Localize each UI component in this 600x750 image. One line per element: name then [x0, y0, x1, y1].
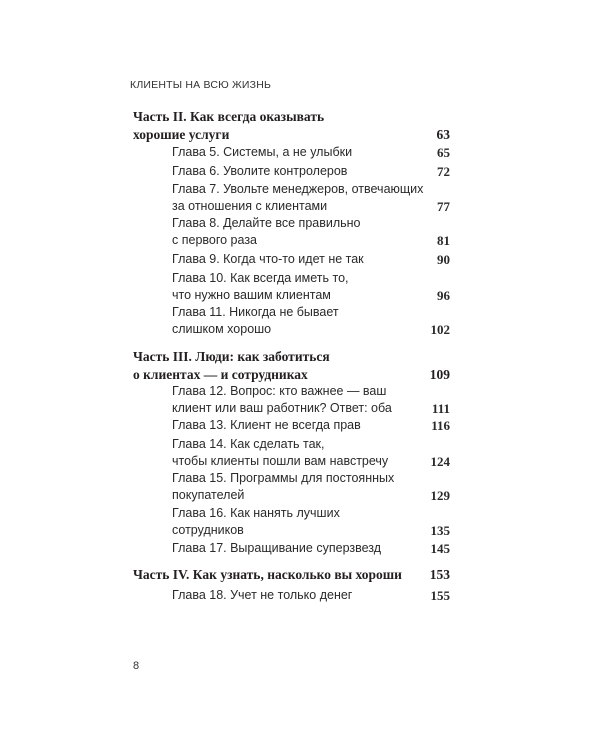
toc-page-number: 81	[437, 233, 450, 248]
running-head: КЛИЕНТЫ НА ВСЮ ЖИЗНЬ	[130, 79, 272, 91]
toc-page-number: 65	[437, 145, 450, 160]
toc-chapter-entry	[172, 163, 450, 180]
toc-page-number: 72	[437, 164, 450, 179]
toc-entry-title-line: Глава 9. Когда что-то идет не так	[172, 252, 364, 266]
toc-entry-title-line: клиент или ваш работник? Ответ: оба	[172, 401, 392, 415]
toc-chapter-entry	[172, 540, 450, 557]
toc-page-number: 63	[436, 127, 450, 142]
toc-page-number: 129	[430, 488, 450, 503]
toc-entry-title-line: Глава 10. Как всегда иметь то,	[172, 271, 349, 285]
toc-page-number: 124	[430, 454, 450, 469]
toc-entry-title-line: Глава 13. Клиент не всегда прав	[172, 418, 361, 432]
toc-entry-title-line: хорошие услуги	[133, 127, 230, 142]
toc-page-number: 102	[430, 322, 450, 337]
toc-page-number: 109	[429, 367, 450, 382]
toc-chapter-entry	[172, 270, 450, 304]
toc-entry-title-line: Глава 16. Как нанять лучших	[172, 506, 340, 520]
toc-chapter-entry	[172, 505, 450, 539]
toc-page-number: 90	[437, 252, 450, 267]
toc-chapter-entry	[172, 383, 450, 417]
toc-entry-title-line: Глава 18. Учет не только денег	[172, 588, 353, 602]
toc-entry-title-line: Часть III. Люди: как заботиться	[133, 349, 330, 364]
toc-chapter-entry	[172, 304, 450, 338]
toc-page-number: 153	[429, 567, 450, 582]
toc-chapter-entry	[172, 587, 450, 604]
toc-chapter-entry	[172, 181, 450, 215]
toc-entry-title-line: Глава 8. Делайте все правильно	[172, 216, 361, 230]
toc-part-entry	[133, 566, 450, 584]
toc-chapter-entry	[172, 470, 450, 504]
toc-entry-title-line: что нужно вашим клиентам	[172, 288, 331, 302]
toc-entry-title-line: Глава 17. Выращивание суперзвезд	[172, 541, 382, 555]
toc-chapter-entry	[172, 215, 450, 249]
toc-entry-title-line: слишком хорошо	[172, 322, 272, 336]
toc-entry-title-line: чтобы клиенты пошли вам навстречу	[172, 454, 389, 468]
toc-chapter-entry	[172, 251, 450, 268]
toc-page-number: 77	[437, 199, 450, 214]
toc-entry-title-line: с первого раза	[172, 233, 258, 247]
toc-part-entry	[133, 348, 450, 384]
toc-page-number: 135	[430, 523, 450, 538]
toc-entry-title-line: сотрудников	[172, 523, 244, 537]
toc-chapter-entry	[172, 417, 450, 434]
toc-entry-title-line: Глава 15. Программы для постоянных	[172, 471, 395, 485]
toc-page-number: 111	[431, 401, 450, 416]
toc-entry-title-line: Глава 5. Системы, а не улыбки	[172, 145, 353, 159]
toc-part-entry	[133, 108, 450, 144]
toc-entry-title-line: покупателей	[172, 488, 245, 502]
toc-page-number: 116	[431, 418, 450, 433]
toc-page-number: 155	[430, 588, 450, 603]
toc-entry-title-line: о клиентах — и сотрудниках	[133, 367, 308, 382]
toc-entry-title-line: Часть II. Как всегда оказывать	[133, 109, 325, 124]
toc-page-number: 145	[430, 541, 450, 556]
toc-entry-title-line: за отношения с клиентами	[172, 199, 328, 213]
toc-entry-title-line: Часть IV. Как узнать, насколько вы хороши	[133, 567, 402, 582]
toc-chapter-entry	[172, 436, 450, 470]
toc-entry-title-line: Глава 6. Уволите контролеров	[172, 164, 348, 178]
toc-entry-title-line: Глава 11. Никогда не бывает	[172, 305, 339, 319]
toc-entry-title-line: Глава 12. Вопрос: кто важнее — ваш	[172, 384, 387, 398]
page-number: 8	[133, 660, 140, 672]
toc-page-number: 96	[437, 288, 450, 303]
toc-chapter-entry	[172, 144, 450, 161]
toc-entry-title-line: Глава 14. Как сделать так,	[172, 437, 325, 451]
toc-entry-title-line: Глава 7. Увольте менеджеров, отвечающих	[172, 182, 424, 196]
